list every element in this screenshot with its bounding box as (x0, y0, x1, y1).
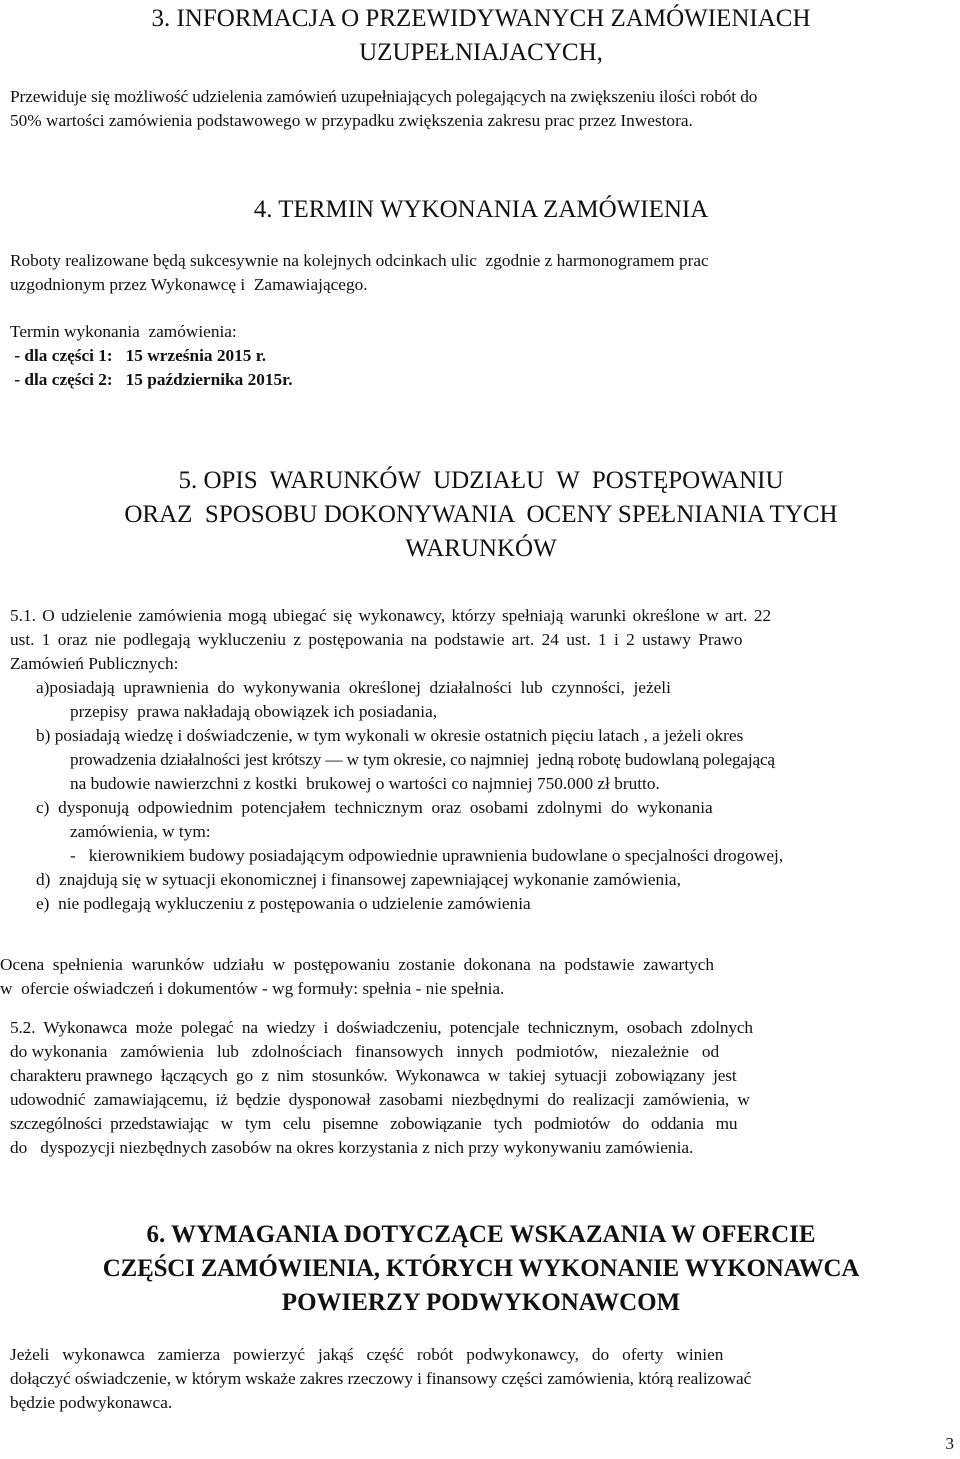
evaluation-paragraph (0, 953, 952, 1001)
section-3-heading-line: 3. INFORMACJA O PRZEWIDYWANYCH ZAMÓWIENIACH (151, 5, 811, 32)
section-4-heading (10, 193, 952, 227)
section-6-heading-line: 6. WYMAGANIA DOTYCZĄCE WSKAZANIA W OFERCIE (146, 1221, 816, 1248)
list-item (10, 724, 952, 796)
section-5-1 (10, 604, 952, 916)
section-3-heading-line: UZUPEŁNIAJACYCH, (359, 39, 603, 66)
section-3-body (10, 85, 952, 133)
paragraph-line: do wykonania zamówienia lub zdolnościach finansowych innych podmiotów, niezależnie od (10, 1042, 720, 1061)
list-item-line: - kierownikiem budowy posiadającym odpowiednie uprawnienia budowlane o specjalności drogowej, (70, 846, 784, 865)
list-item-line: zamówienia, w tym: (70, 822, 211, 841)
list-item-line: c) dysponują odpowiednim potencjałem technicznym oraz osobami zdolnymi do wykonania (36, 798, 713, 817)
list-item-line: b) posiadają wiedzę i doświadczenie, w tym wykonali w okresie ostatnich pięciu latach , a jeżeli okres (36, 726, 744, 745)
section-6-heading (10, 1218, 952, 1320)
section-6-heading-line: CZĘŚCI ZAMÓWIENIA, KTÓRYCH WYKONANIE WYKONAWCA (102, 1255, 860, 1282)
paragraph-line: 5.1. O udzielenie zamówienia mogą ubiegać się wykonawcy, którzy spełniają warunki określone w art. 22 (10, 606, 772, 625)
paragraph-line: do dyspozycji niezbędnych zasobów na okres korzystania z nich przy wykonywaniu zamówienia. (10, 1138, 694, 1157)
paragraph-line: Zamówień Publicznych: (10, 654, 179, 673)
paragraph-line: 50% wartości zamówienia podstawowego w przypadku zwiększenia zakresu prac przez Inwestora. (10, 111, 693, 130)
completion-term-label: Termin wykonania zamówienia: (10, 322, 237, 341)
list-item (10, 796, 952, 868)
list-item (10, 892, 952, 916)
paragraph-line: 5.2. Wykonawca może polegać na wiedzy i doświadczeniu, potencjale technicznym, osobach zdolnych (10, 1018, 753, 1037)
paragraph-line: szczególności przedstawiając w tym celu pisemne zobowiązanie tych podmiotów do oddania mu (10, 1114, 738, 1133)
completion-term (10, 320, 952, 392)
list-item-line: a)posiadają uprawnienia do wykonywania określonej działalności lub czynności, jeżeli (36, 678, 671, 697)
list-item (10, 868, 952, 892)
section-5-heading (10, 464, 952, 566)
list-item-line: e) nie podlegają wykluczeniu z postępowania o udzielenie zamówienia (36, 894, 531, 913)
section-4-heading-line: 4. TERMIN WYKONANIA ZAMÓWIENIA (253, 196, 709, 223)
paragraph-line: dołączyć oświadczenie, w którym wskaże zakres rzeczowy i finansowy części zamówienia, którą realizować (10, 1369, 752, 1388)
paragraph-line: udowodnić zamawiającemu, iż będzie dysponował zasobami niezbędnymi do realizacji zamówienia, w (10, 1090, 750, 1109)
list-item (10, 676, 952, 724)
section-5-heading-line: ORAZ SPOSOBU DOKONYWANIA OCENY SPEŁNIANIA TYCH (124, 501, 838, 528)
list-item-line: prowadzenia działalności jest krótszy — w tym okresie, co najmniej jedną robotę budowlaną polegającą (70, 750, 775, 769)
section-6-body (10, 1343, 952, 1415)
paragraph-line: Jeżeli wykonawca zamierza powierzyć jakąś część robót podwykonawcy, do oferty winien (10, 1345, 724, 1364)
paragraph-line: będzie podwykonawca. (10, 1393, 173, 1412)
conditions-list (10, 676, 952, 916)
list-item-line: d) znajdują się w sytuacji ekonomicznej i finansowej zapewniającej wykonanie zamówienia, (36, 870, 681, 889)
section-5-heading-line: WARUNKÓW (405, 535, 557, 562)
section-5-heading-line: 5. OPIS WARUNKÓW UDZIAŁU W POSTĘPOWANIU (178, 467, 784, 494)
completion-term-part-1: - dla części 1: 15 września 2015 r. (10, 346, 267, 365)
completion-term-part-2: - dla części 2: 15 października 2015r. (10, 370, 293, 389)
list-item-line: przepisy prawa nakładają obowiązek ich posiadania, (70, 702, 438, 721)
section-4-body (10, 249, 952, 297)
list-item-line: na budowie nawierzchni z kostki brukowej o wartości co najmniej 750.000 zł brutto. (70, 774, 660, 793)
page-number: 3 (945, 1434, 954, 1453)
paragraph-line: w ofercie oświadczeń i dokumentów - wg formuły: spełnia - nie spełnia. (0, 979, 505, 998)
paragraph-line: charakteru prawnego łączących go z nim stosunków. Wykonawca w takiej sytuacji zobowiązany jest (10, 1066, 737, 1085)
section-6-heading-line: POWIERZY PODWYKONAWCOM (281, 1289, 681, 1316)
section-3-heading (10, 2, 952, 70)
paragraph-line: ust. 1 oraz nie podlegają wykluczeniu z postępowania na podstawie art. 24 ust. 1 i 2 ustawy Prawo (10, 630, 743, 649)
paragraph-line: uzgodnionym przez Wykonawcę i Zamawiającego. (10, 275, 368, 294)
paragraph-line: Ocena spełnienia warunków udziału w postępowaniu zostanie dokonana na podstawie zawartych (0, 955, 715, 974)
paragraph-line: Przewiduje się możliwość udzielenia zamówień uzupełniających polegających na zwiększeniu ilości robót do (10, 87, 758, 106)
section-5-2 (10, 1016, 952, 1160)
paragraph-line: Roboty realizowane będą sukcesywnie na kolejnych odcinkach ulic zgodnie z harmonogramem prac (10, 251, 709, 270)
